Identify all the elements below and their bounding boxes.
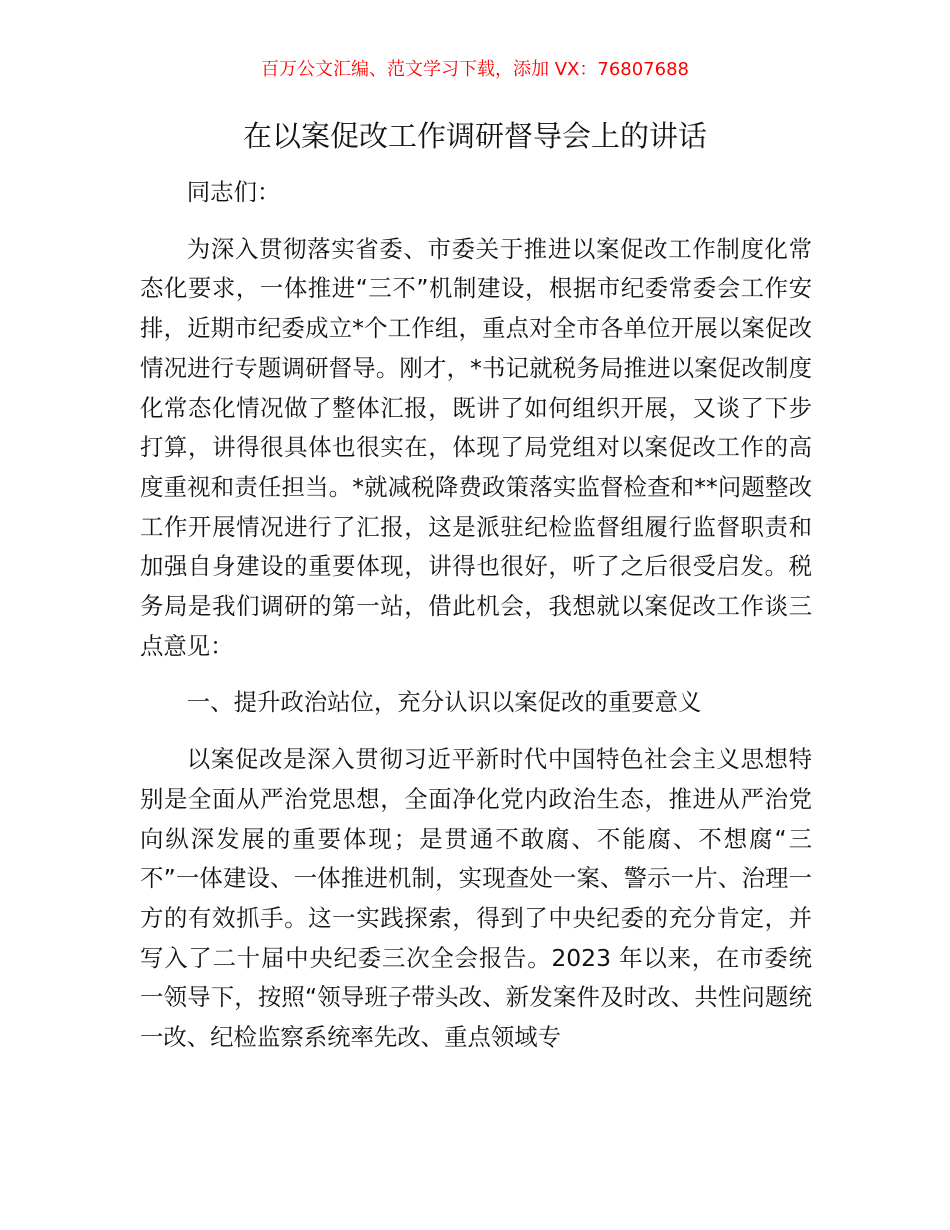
paragraph: 为深入贯彻落实省委、市委关于推进以案促改工作制度化常态化要求，一体推进“三不”机制建设，根据市纪委常委会工作安排，近期市纪委成立*个工作组，重点对全市各单位开展以案促改情况进行专题调研督导。刚才，*书记就税务局推进以案促改制度化常态化情况做了整体汇报，既讲了如何组织开展，又谈了下步打算，讲得很具体也很实在，体现了局党组对以案促改工作的高度重视和责任担当。*就减税降费政策落实监督检查和**问题整改工作开展情况进行了汇报，这是派驻纪检监督组履行监督职责和加强自身建设的重要体现，讲得也很好，听了之后很受启发。税务局是我们调研的第一站，借此机会，我想就以案促改工作谈三点意见： <box>140 234 812 660</box>
page-title: 在以案促改工作调研督导会上的讲话 <box>242 119 707 153</box>
watermark: 百万公文汇编、范文学习下载，添加 VX：76807688 <box>261 59 689 80</box>
document-body <box>140 173 812 1075</box>
salutation: 同志们： <box>186 178 281 206</box>
section-heading: 一、提升政治站位，充分认识以案促改的重要意义 <box>186 688 702 717</box>
paragraph: 以案促改是深入贯彻习近平新时代中国特色社会主义思想特别是全面从严治党思想，全面净化党内政治生态，推进从严治党向纵深发展的重要体现；是贯通不敢腐、不能腐、不想腐“三不”一体建设、一体推进机制，实现查处一案、警示一片、治理一方的有效抓手。这一实践探索，得到了中央纪委的充分肯定，并写入了二十届中央纪委三次全会报告。2023 年以来，在市委统一领导下，按照“领导班子带头改、新发案件及时改、共性问题统一改、纪检监察系统率先改、重点领域专 <box>140 745 812 1052</box>
